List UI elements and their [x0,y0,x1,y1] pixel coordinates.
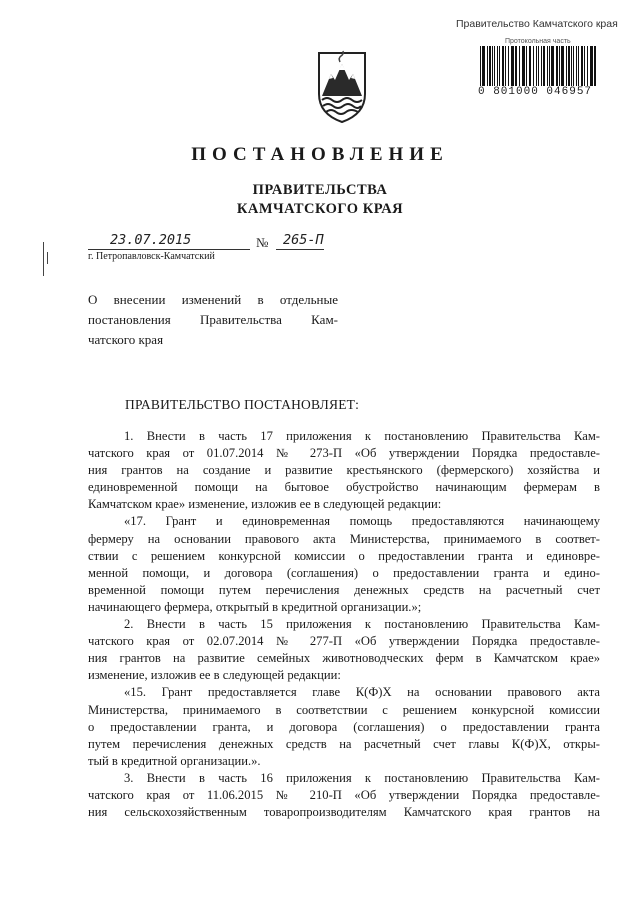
body-line: ния сельскохозяйственным товаропроизводителям Камчатского края грантов на [88,805,600,820]
government-title: ПРАВИТЕЛЬСТВА [252,182,388,198]
subject-line: чатского края [88,332,164,347]
document-title: ПОСТАНОВЛЕНИЕ [191,144,449,165]
margin-mark [43,242,44,276]
body-line: Камчатском крае» изменение, изложив ее в следующей редакции: [88,497,442,512]
subject-line: постановления Правительства Кам- [88,312,338,327]
number-underline [276,249,324,250]
barcode-number: 0 801000 046957 [478,86,593,98]
body-line: Министерства, принимаемого в соответствии с решением конкурсной комиссии [88,702,600,717]
body-line: ствии с решением конкурсной комиссии о предоставлении гранта и единовре- [88,548,600,563]
body-line: начинающего фермера, открытый в кредитной организации.»; [88,599,422,614]
subject-line: О внесении изменений в отдельные [88,292,338,307]
stamp-section: Протокольная часть [505,38,571,45]
barcode [478,46,603,86]
body-line: менной помощи, и договора (соглашения) о предоставлении гранта и едино- [88,565,600,580]
document-date: 23.07.2015 [110,232,192,248]
body-line: ния грантов на создание и развитие крестьянского (фермерского) хозяйства и [88,463,600,478]
document-number: 265-П [283,232,324,248]
government-region: КАМЧАТСКОГО КРАЯ [236,201,404,217]
body-line: чатского края от 02.07.2014 № 277-П «Об утверждении Порядка предоставле- [88,634,600,649]
subject [88,290,338,350]
body-line: изменение, изложив ее в следующей редакции: [88,668,341,683]
date-underline [88,249,250,250]
body-line: чатского края от 01.07.2014 № 273-П «Об утверждении Порядка предоставле- [88,446,600,461]
body-line: путем перечисления денежных средств на расчетный счет главы К(Ф)Х, откры- [88,736,600,751]
body-line: ния грантов на развитие семейных животноводческих ферм в Камчатском крае» [88,651,600,666]
body-line: «17. Грант и единовременная помощь предоставляются начинающему [124,514,600,529]
body-line: единовременной помощи на бытовое обустройство начинающим фермерам в [88,480,600,495]
body-line: тый в кредитной организации.». [88,753,261,768]
body-line: «15. Грант предоставляется главе К(Ф)Х на основании правового акта [124,685,600,700]
body-line: временной помощи путем перечисления денежных средств на расчетный счет [88,582,600,597]
stamp-organization: Правительство Камчатского края [456,18,618,30]
body-line: о предоставлении гранта, и договора (соглашения) о предоставлении гранта [88,719,600,734]
resolves-heading: ПРАВИТЕЛЬСТВО ПОСТАНОВЛЯЕТ: [125,397,360,412]
city: г. Петропавловск-Камчатский [88,251,215,262]
body-line: чатского края от 11.06.2015 № 210-П «Об утверждении Порядка предоставле- [88,787,600,802]
body-line: фермеру на основании правового акта Министерства, принимаемого в соответ- [88,531,600,546]
body-line: 1. Внести в часть 17 приложения к постановлению Правительства Кам- [124,429,600,443]
margin-mark [47,252,48,264]
body-line: 2. Внести в часть 15 приложения к постановлению Правительства Кам- [124,617,600,632]
number-sign: № [256,235,269,250]
document-body [88,428,600,821]
body-line: 3. Внести в часть 16 приложения к постановлению Правительства Кам- [124,770,600,785]
kamchatka-coat-of-arms-icon [316,50,368,124]
